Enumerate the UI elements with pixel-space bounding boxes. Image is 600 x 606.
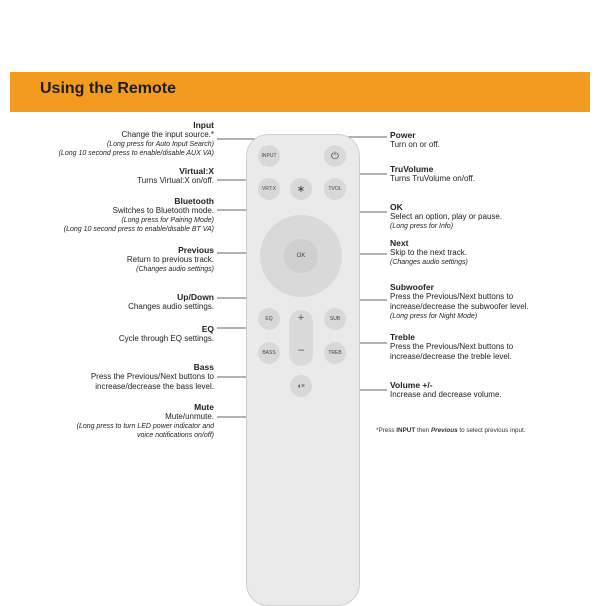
label-next bbox=[390, 238, 468, 267]
volume-rocker[interactable] bbox=[289, 310, 313, 366]
label-power bbox=[390, 130, 440, 150]
power-button[interactable]: ⏻ bbox=[324, 145, 346, 167]
label-next-desc: Skip to the next track. bbox=[390, 248, 467, 257]
label-previous bbox=[127, 245, 214, 274]
label-truvolume bbox=[390, 164, 475, 184]
label-ok bbox=[390, 202, 502, 231]
label-updown bbox=[128, 292, 214, 312]
footnote-pre: *Press bbox=[376, 427, 397, 434]
label-bass bbox=[91, 362, 214, 392]
label-treble-desc1: Press the Previous/Next buttons to bbox=[390, 342, 514, 351]
label-subwoofer-desc1: Press the Previous/Next buttons to bbox=[390, 292, 514, 301]
footnote bbox=[376, 427, 525, 434]
label-bluetooth bbox=[64, 196, 214, 234]
input-button[interactable]: INPUT bbox=[258, 145, 280, 167]
label-bluetooth-note2: (Long 10 second press to enable/disable BT VA) bbox=[63, 226, 214, 233]
label-mute-desc: Mute/unmute. bbox=[165, 412, 214, 421]
label-previous-note1: (Changes audio settings) bbox=[136, 266, 214, 273]
footnote-input: INPUT bbox=[396, 427, 416, 434]
label-input-note1: (Long press for Auto Input Search) bbox=[106, 141, 214, 148]
label-treble-heading: Treble bbox=[390, 332, 416, 342]
label-virtualx-heading: Virtual:X bbox=[179, 166, 214, 176]
label-power-heading: Power bbox=[390, 130, 416, 140]
label-treble-desc2: increase/decrease the treble level. bbox=[390, 352, 512, 361]
label-subwoofer bbox=[390, 282, 529, 321]
label-input bbox=[59, 120, 214, 158]
footnote-mid: then bbox=[415, 427, 431, 434]
label-mute-note1: (Long press to turn LED power indicator and bbox=[76, 423, 214, 430]
label-eq bbox=[119, 324, 214, 344]
label-virtualx-desc: Turns Virtual:X on/off. bbox=[137, 176, 214, 185]
label-volume bbox=[390, 380, 502, 400]
page-title: Using the Remote bbox=[40, 80, 177, 97]
label-next-heading: Next bbox=[390, 238, 409, 248]
subwoofer-button[interactable]: SUB bbox=[324, 308, 346, 330]
label-truvolume-desc: Turns TruVolume on/off. bbox=[390, 174, 475, 183]
label-virtualx bbox=[137, 166, 214, 186]
footnote-post: to select previous input. bbox=[457, 427, 526, 434]
label-mute-note2: voice notifications on/off) bbox=[136, 432, 214, 439]
label-mute bbox=[77, 402, 214, 440]
label-volume-desc: Increase and decrease volume. bbox=[390, 390, 502, 399]
label-eq-desc: Cycle through EQ settings. bbox=[118, 334, 214, 343]
mute-button[interactable]: ◖× bbox=[290, 375, 312, 397]
label-bluetooth-desc: Switches to Bluetooth mode. bbox=[112, 206, 214, 215]
ok-button[interactable]: OK bbox=[284, 239, 318, 273]
remote-body bbox=[246, 134, 360, 606]
label-previous-heading: Previous bbox=[178, 245, 214, 255]
label-eq-heading: EQ bbox=[201, 324, 214, 334]
label-bass-desc1: Press the Previous/Next buttons to bbox=[90, 372, 214, 381]
label-treble bbox=[390, 332, 513, 362]
label-next-note1: (Changes audio settings) bbox=[390, 259, 468, 266]
label-truvolume-heading: TruVolume bbox=[390, 164, 434, 174]
label-volume-heading: Volume +/- bbox=[390, 380, 433, 390]
label-updown-heading: Up/Down bbox=[177, 292, 214, 302]
label-ok-note1: (Long press for Info) bbox=[390, 223, 454, 230]
bluetooth-button[interactable]: ∗ bbox=[290, 178, 312, 200]
truvolume-button[interactable]: TVOL bbox=[324, 178, 346, 200]
label-subwoofer-note1: (Long press for Night Mode) bbox=[390, 313, 478, 320]
label-subwoofer-desc2: increase/decrease the subwoofer level. bbox=[390, 302, 529, 311]
label-bass-heading: Bass bbox=[193, 362, 214, 372]
label-bass-desc2: increase/decrease the bass level. bbox=[95, 382, 214, 391]
label-bluetooth-note1: (Long press for Pairing Mode) bbox=[121, 217, 214, 224]
label-ok-desc: Select an option, play or pause. bbox=[390, 212, 503, 221]
label-input-heading: Input bbox=[193, 120, 214, 130]
label-subwoofer-heading: Subwoofer bbox=[390, 282, 434, 292]
label-input-desc: Change the input source.* bbox=[121, 130, 214, 139]
label-ok-heading: OK bbox=[390, 202, 403, 212]
eq-button[interactable]: EQ bbox=[258, 308, 280, 330]
bass-button[interactable]: BASS bbox=[258, 342, 280, 364]
label-mute-heading: Mute bbox=[194, 402, 214, 412]
label-previous-desc: Return to previous track. bbox=[126, 255, 214, 264]
virtualx-button[interactable]: VRT:X bbox=[258, 178, 280, 200]
label-power-desc: Turn on or off. bbox=[390, 140, 440, 149]
volume-up-button[interactable]: + bbox=[297, 312, 305, 324]
label-updown-desc: Changes audio settings. bbox=[128, 302, 214, 311]
footnote-previous: Previous bbox=[430, 427, 458, 434]
label-bluetooth-heading: Bluetooth bbox=[174, 196, 214, 206]
volume-down-button[interactable]: – bbox=[297, 344, 305, 356]
label-input-note2: (Long 10 second press to enable/disable AUX VA) bbox=[58, 150, 214, 157]
treble-button[interactable]: TREB bbox=[324, 342, 346, 364]
